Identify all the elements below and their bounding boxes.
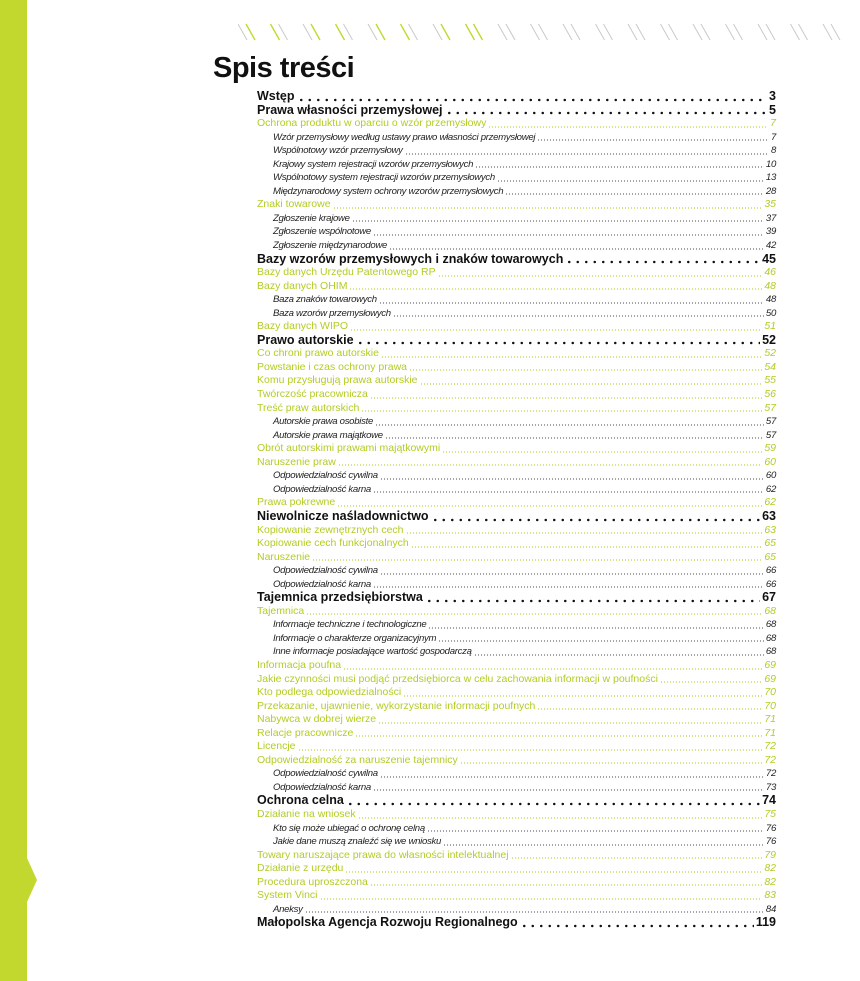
toc-entry-label: Komu przysługują prawa autorskie xyxy=(257,374,418,387)
toc-entry[interactable] xyxy=(257,524,776,538)
toc-entry-label: Licencje xyxy=(257,740,296,753)
toc-entry-label: Znaki towarowe xyxy=(257,198,331,211)
toc-entry-page: 70 xyxy=(764,686,776,699)
page-title: Spis treści xyxy=(213,52,355,84)
toc-entry[interactable] xyxy=(257,442,776,456)
toc-entry[interactable] xyxy=(257,334,776,348)
decorative-slash-pattern xyxy=(238,22,860,44)
toc-entry-page: 65 xyxy=(764,537,776,550)
toc-entry-page: 63 xyxy=(764,523,776,536)
dot-leader xyxy=(411,546,763,548)
toc-entry-label: Ochrona celna xyxy=(257,793,344,808)
dot-leader xyxy=(431,518,761,522)
toc-entry-page: 60 xyxy=(764,455,776,468)
slash-mark xyxy=(506,24,515,40)
toc-entry-label: Informacje o charakterze organizacyjnym xyxy=(273,632,437,644)
dot-leader xyxy=(428,627,764,629)
toc-entry[interactable] xyxy=(257,280,776,294)
slash-mark xyxy=(401,24,410,40)
dot-leader xyxy=(379,302,764,304)
toc-entry-label: Inne informacje posiadające wartość gospodarczą xyxy=(273,646,472,658)
dot-leader xyxy=(537,139,769,141)
toc-entry[interactable] xyxy=(257,456,776,470)
toc-entry-label: Naruszenie praw xyxy=(257,455,336,468)
toc-entry-label: Tajemnica przedsiębiorstwa xyxy=(257,590,423,605)
toc-entry[interactable] xyxy=(257,198,776,212)
toc-entry[interactable] xyxy=(257,320,776,334)
toc-entry-label: Odpowiedzialność karna xyxy=(273,578,371,590)
dot-leader xyxy=(537,708,762,710)
toc-entry-page: 52 xyxy=(764,347,776,360)
toc-entry-page: 119 xyxy=(755,915,776,930)
toc-entry[interactable] xyxy=(257,686,776,700)
toc-entry-page: 39 xyxy=(765,226,776,238)
dot-leader xyxy=(442,451,762,453)
toc-entry-label: Odpowiedzialność cywilna xyxy=(273,470,378,482)
dot-leader xyxy=(389,248,764,250)
toc-entry-page: 28 xyxy=(765,185,776,197)
toc-entry-label: Procedura uproszczona xyxy=(257,875,368,888)
toc-entry[interactable] xyxy=(257,185,776,199)
toc-entry[interactable] xyxy=(257,90,776,104)
dot-leader xyxy=(460,762,763,764)
dot-leader xyxy=(320,898,763,900)
toc-entry-page: 62 xyxy=(765,483,776,495)
dot-leader xyxy=(370,884,762,886)
toc-entry[interactable] xyxy=(257,889,776,903)
dot-leader xyxy=(511,857,763,859)
dot-leader xyxy=(660,681,762,683)
toc-entry-page: 52 xyxy=(762,332,776,347)
dot-leader xyxy=(355,735,762,737)
toc-entry[interactable] xyxy=(257,225,776,239)
toc-entry-page: 69 xyxy=(764,658,776,671)
toc-entry-page: 51 xyxy=(764,320,776,333)
toc-entry-page: 57 xyxy=(765,416,776,428)
toc-entry-label: System Vinci xyxy=(257,889,318,902)
toc-entry-page: 65 xyxy=(764,550,776,563)
toc-entry-label: Bazy wzorów przemysłowych i znaków towarowych xyxy=(257,251,564,266)
toc-entry-label: Odpowiedzialność cywilna xyxy=(273,768,378,780)
dot-leader xyxy=(505,193,764,195)
toc-entry-page: 75 xyxy=(764,807,776,820)
toc-entry-page: 59 xyxy=(764,442,776,455)
toc-entry[interactable] xyxy=(257,578,776,592)
toc-entry-label: Obrót autorskimi prawami majątkowymi xyxy=(257,442,441,455)
toc-entry-label: Informacja poufna xyxy=(257,658,342,671)
toc-entry-page: 68 xyxy=(765,632,776,644)
slash-mark xyxy=(823,24,832,40)
dot-leader xyxy=(350,329,762,331)
toc-entry-page: 35 xyxy=(764,198,776,211)
toc-entry-page: 76 xyxy=(765,822,776,834)
toc-entry-label: Twórczość pracownicza xyxy=(257,388,368,401)
toc-entry-page: 42 xyxy=(765,240,776,252)
toc-entry-label: Prawa własności przemysłowej xyxy=(257,102,443,117)
sidebar-arrow-notch xyxy=(27,858,37,902)
toc-entry-label: Odpowiedzialność karna xyxy=(273,781,371,793)
dot-leader xyxy=(385,437,764,439)
toc-entry-page: 72 xyxy=(764,740,776,753)
toc-entry-page: 70 xyxy=(764,699,776,712)
dot-leader xyxy=(373,586,764,588)
toc-entry[interactable] xyxy=(257,402,776,416)
dot-leader xyxy=(405,153,769,155)
toc-entry-page: 37 xyxy=(765,212,776,224)
slash-mark xyxy=(726,24,735,40)
dot-leader xyxy=(488,126,768,128)
toc-entry-label: Międzynarodowy system ochrony wzorów przemysłowych xyxy=(273,185,504,197)
toc-entry-page: 57 xyxy=(764,401,776,414)
toc-entry-page: 66 xyxy=(765,578,776,590)
dot-leader xyxy=(297,98,768,102)
toc-entry-label: Małopolska Agencja Rozwoju Regionalnego xyxy=(257,915,518,930)
toc-entry[interactable] xyxy=(257,415,776,429)
toc-entry-page: 68 xyxy=(765,619,776,631)
slash-mark xyxy=(669,24,678,40)
toc-entry[interactable] xyxy=(257,510,776,524)
toc-entry[interactable] xyxy=(257,605,776,619)
toc-entry-page: 56 xyxy=(764,388,776,401)
dot-leader xyxy=(343,668,762,670)
toc-entry-label: Wspólnotowy system rejestracji wzorów przemysłowych xyxy=(273,172,495,184)
toc-entry[interactable] xyxy=(257,808,776,822)
slash-mark xyxy=(441,24,450,40)
toc-entry-page: 8 xyxy=(770,145,776,157)
dot-leader xyxy=(375,424,764,426)
dot-leader xyxy=(373,789,764,791)
toc-entry-label: Prawa pokrewne xyxy=(257,496,336,509)
dot-leader xyxy=(393,315,764,317)
toc-entry-label: Bazy danych WIPO xyxy=(257,320,349,333)
toc-entry[interactable] xyxy=(257,388,776,402)
slash-mark xyxy=(311,24,320,40)
toc-entry[interactable] xyxy=(257,849,776,863)
toc-entry-label: Tajemnica xyxy=(257,604,305,617)
dot-leader xyxy=(445,111,768,115)
toc-entry[interactable] xyxy=(257,740,776,754)
slash-mark xyxy=(636,24,645,40)
toc-entry-label: Nabywca w dobrej wierze xyxy=(257,713,377,726)
dot-leader xyxy=(409,369,762,371)
toc-entry-label: Niewolnicze naśladownictwo xyxy=(257,508,429,523)
toc-entry-page: 82 xyxy=(764,875,776,888)
toc-entry-label: Informacje techniczne i technologiczne xyxy=(273,619,427,631)
toc-entry[interactable] xyxy=(257,713,776,727)
slash-mark xyxy=(693,24,702,40)
slash-mark xyxy=(831,24,840,40)
toc-entry-page: 10 xyxy=(765,158,776,170)
toc-entry-label: Zgłoszenie międzynarodowe xyxy=(273,240,388,252)
toc-entry[interactable] xyxy=(257,253,776,267)
toc-entry[interactable] xyxy=(257,916,776,930)
toc-entry-label: Co chroni prawo autorskie xyxy=(257,347,379,360)
toc-entry-label: Przekazanie, ujawnienie, wykorzystanie informacji poufnych xyxy=(257,699,536,712)
toc-entry-page: 79 xyxy=(764,848,776,861)
slash-mark xyxy=(433,24,442,40)
slash-mark xyxy=(336,24,345,40)
dot-leader xyxy=(443,844,764,846)
toc-entry[interactable] xyxy=(257,483,776,497)
dot-leader xyxy=(370,397,762,399)
toc-entry-label: Kopiowanie zewnętrznych cech xyxy=(257,523,404,536)
toc-entry-page: 5 xyxy=(769,102,776,117)
toc-entry-label: Odpowiedzialność cywilna xyxy=(273,565,378,577)
dot-leader xyxy=(420,383,763,385)
toc-entry-label: Autorskie prawa majątkowe xyxy=(273,429,383,441)
toc-entry-label: Krajowy system rejestracji wzorów przemysłowych xyxy=(273,158,474,170)
dot-leader xyxy=(474,654,764,656)
slash-mark xyxy=(758,24,767,40)
dot-leader xyxy=(349,288,762,290)
toc-entry[interactable] xyxy=(257,266,776,280)
toc-entry[interactable] xyxy=(257,727,776,741)
dot-leader xyxy=(345,871,762,873)
dot-leader xyxy=(337,505,762,507)
toc-entry-page: 62 xyxy=(764,496,776,509)
toc-entry-label: Bazy danych Urzędu Patentowego RP xyxy=(257,266,436,279)
toc-entry-page: 7 xyxy=(770,131,776,143)
slash-mark xyxy=(474,24,483,40)
dot-leader xyxy=(380,776,764,778)
dot-leader xyxy=(427,830,764,832)
toc-entry[interactable] xyxy=(257,632,776,646)
toc-entry-page: 82 xyxy=(764,862,776,875)
toc-entry-page: 60 xyxy=(765,470,776,482)
toc-entry-page: 71 xyxy=(764,726,776,739)
dot-leader xyxy=(403,695,762,697)
slash-mark xyxy=(531,24,540,40)
toc-entry-label: Aneksy xyxy=(273,903,303,915)
toc-entry[interactable] xyxy=(257,767,776,781)
dot-leader xyxy=(305,911,764,913)
toc-entry[interactable] xyxy=(257,374,776,388)
table-of-contents xyxy=(257,90,776,930)
toc-entry-page: 71 xyxy=(764,713,776,726)
dot-leader xyxy=(520,924,754,928)
toc-entry-label: Autorskie prawa osobiste xyxy=(273,416,373,428)
toc-entry-page: 72 xyxy=(765,768,776,780)
toc-entry-label: Zgłoszenie wspólnotowe xyxy=(273,226,371,238)
slash-mark xyxy=(271,24,280,40)
toc-entry[interactable] xyxy=(257,591,776,605)
toc-entry-page: 54 xyxy=(764,360,776,373)
toc-entry[interactable] xyxy=(257,876,776,890)
dot-leader xyxy=(381,356,762,358)
toc-entry-label: Jakie dane muszą znaleźć się we wniosku xyxy=(273,836,442,848)
toc-entry[interactable] xyxy=(257,822,776,836)
slash-mark xyxy=(466,24,475,40)
toc-entry-label: Kto się może ubiegać o ochronę celną xyxy=(273,822,425,834)
toc-entry-page: 66 xyxy=(765,565,776,577)
toc-entry[interactable] xyxy=(257,347,776,361)
toc-entry-page: 76 xyxy=(765,836,776,848)
toc-entry[interactable] xyxy=(257,104,776,118)
toc-entry[interactable] xyxy=(257,618,776,632)
toc-entry-page: 68 xyxy=(764,604,776,617)
slash-mark xyxy=(303,24,312,40)
toc-entry-label: Wstęp xyxy=(257,89,295,103)
toc-entry-page: 48 xyxy=(764,279,776,292)
toc-entry[interactable] xyxy=(257,171,776,185)
toc-entry-label: Relacje pracownicze xyxy=(257,726,354,739)
slash-mark xyxy=(238,24,247,40)
toc-entry[interactable] xyxy=(257,659,776,673)
toc-entry-label: Zgłoszenie krajowe xyxy=(273,212,350,224)
toc-entry-page: 67 xyxy=(762,590,776,605)
dot-leader xyxy=(298,749,763,751)
slash-mark xyxy=(734,24,743,40)
toc-entry-label: Baza znaków towarowych xyxy=(273,294,377,306)
toc-entry[interactable] xyxy=(257,307,776,321)
toc-entry-page: 13 xyxy=(765,172,776,184)
toc-entry[interactable] xyxy=(257,212,776,226)
dot-leader xyxy=(378,722,762,724)
slash-mark xyxy=(628,24,637,40)
green-sidebar-bar xyxy=(0,0,27,981)
toc-entry[interactable] xyxy=(257,754,776,768)
toc-entry-label: Powstanie i czas ochrony prawa xyxy=(257,360,407,373)
toc-entry[interactable] xyxy=(257,469,776,483)
dot-leader xyxy=(475,166,764,168)
slash-mark xyxy=(246,24,255,40)
toc-entry-page: 7 xyxy=(770,117,776,130)
dot-leader xyxy=(356,341,761,345)
toc-entry-page: 55 xyxy=(764,374,776,387)
dot-leader xyxy=(352,220,764,222)
dot-leader xyxy=(497,180,764,182)
toc-entry-label: Odpowiedzialność za naruszenie tajemnicy xyxy=(257,753,458,766)
slash-mark xyxy=(498,24,507,40)
toc-entry-label: Towary naruszające prawa do własności intelektualnej xyxy=(257,848,509,861)
toc-entry-page: 46 xyxy=(764,266,776,279)
dot-leader xyxy=(438,640,764,642)
dot-leader xyxy=(338,464,763,466)
dot-leader xyxy=(333,207,763,209)
dot-leader xyxy=(312,559,762,561)
toc-entry[interactable] xyxy=(257,700,776,714)
slash-mark xyxy=(368,24,377,40)
toc-entry-page: 68 xyxy=(765,646,776,658)
toc-entry-page: 84 xyxy=(765,903,776,915)
toc-entry[interactable] xyxy=(257,239,776,253)
toc-entry-page: 50 xyxy=(765,307,776,319)
toc-entry-label: Kopiowanie cech funkcjonalnych xyxy=(257,537,409,550)
toc-entry[interactable] xyxy=(257,537,776,551)
dot-leader xyxy=(361,410,762,412)
toc-entry-page: 63 xyxy=(762,508,776,523)
dot-leader xyxy=(358,817,763,819)
toc-entry[interactable] xyxy=(257,117,776,131)
toc-entry-page: 3 xyxy=(769,89,776,103)
toc-entry-page: 72 xyxy=(764,753,776,766)
toc-entry[interactable] xyxy=(257,158,776,172)
toc-entry[interactable] xyxy=(257,645,776,659)
slash-mark xyxy=(596,24,605,40)
toc-entry-label: Kto podlega odpowiedzialności xyxy=(257,686,402,699)
slash-mark xyxy=(604,24,613,40)
dot-leader xyxy=(306,613,762,615)
toc-entry[interactable] xyxy=(257,429,776,443)
toc-entry-label: Naruszenie xyxy=(257,550,311,563)
dot-leader xyxy=(438,275,763,277)
slash-mark xyxy=(409,24,418,40)
toc-entry[interactable] xyxy=(257,361,776,375)
slash-mark xyxy=(661,24,670,40)
toc-entry-label: Prawo autorskie xyxy=(257,332,354,347)
toc-entry-page: 45 xyxy=(762,251,776,266)
toc-entry-label: Odpowiedzialność karna xyxy=(273,483,371,495)
toc-entry[interactable] xyxy=(257,903,776,917)
toc-entry-page: 73 xyxy=(765,781,776,793)
toc-entry[interactable] xyxy=(257,131,776,145)
toc-entry-label: Ochrona produktu w oparciu o wzór przemysłowy xyxy=(257,117,487,130)
dot-leader xyxy=(380,573,764,575)
toc-entry-page: 74 xyxy=(762,793,776,808)
toc-entry-label: Bazy danych OHIM xyxy=(257,279,348,292)
slash-mark xyxy=(563,24,572,40)
toc-entry[interactable] xyxy=(257,496,776,510)
toc-entry[interactable] xyxy=(257,564,776,578)
slash-mark xyxy=(766,24,775,40)
dot-leader xyxy=(373,491,764,493)
slash-mark xyxy=(791,24,800,40)
slash-mark xyxy=(279,24,288,40)
toc-entry-label: Baza wzorów przemysłowych xyxy=(273,307,391,319)
dot-leader xyxy=(346,802,760,806)
dot-leader xyxy=(565,260,760,264)
dot-leader xyxy=(406,532,763,534)
toc-entry[interactable] xyxy=(257,835,776,849)
toc-entry-label: Jakie czynności musi podjąć przedsiębiorca w celu zachowania informacji w poufności xyxy=(257,672,658,685)
dot-leader xyxy=(380,478,764,480)
slash-mark xyxy=(344,24,353,40)
toc-entry[interactable] xyxy=(257,673,776,687)
slash-mark xyxy=(571,24,580,40)
toc-entry-page: 57 xyxy=(765,429,776,441)
toc-entry[interactable] xyxy=(257,293,776,307)
toc-entry-page: 83 xyxy=(764,889,776,902)
toc-entry-label: Działanie z urzędu xyxy=(257,862,344,875)
toc-entry-label: Wspólnotowy wzór przemysłowy xyxy=(273,145,403,157)
slash-mark xyxy=(539,24,548,40)
toc-entry[interactable] xyxy=(257,781,776,795)
slash-mark xyxy=(701,24,710,40)
toc-entry[interactable] xyxy=(257,144,776,158)
toc-entry[interactable] xyxy=(257,862,776,876)
dot-leader xyxy=(373,234,764,236)
slash-mark xyxy=(376,24,385,40)
toc-entry-label: Działanie na wniosek xyxy=(257,807,356,820)
toc-entry-page: 69 xyxy=(764,672,776,685)
toc-entry-page: 48 xyxy=(765,294,776,306)
toc-entry-label: Treść praw autorskich xyxy=(257,401,360,414)
slash-mark xyxy=(799,24,808,40)
toc-entry[interactable] xyxy=(257,794,776,808)
toc-entry-label: Wzór przemysłowy według ustawy prawo własności przemysłowej xyxy=(273,131,536,143)
toc-entry[interactable] xyxy=(257,551,776,565)
dot-leader xyxy=(425,599,760,603)
